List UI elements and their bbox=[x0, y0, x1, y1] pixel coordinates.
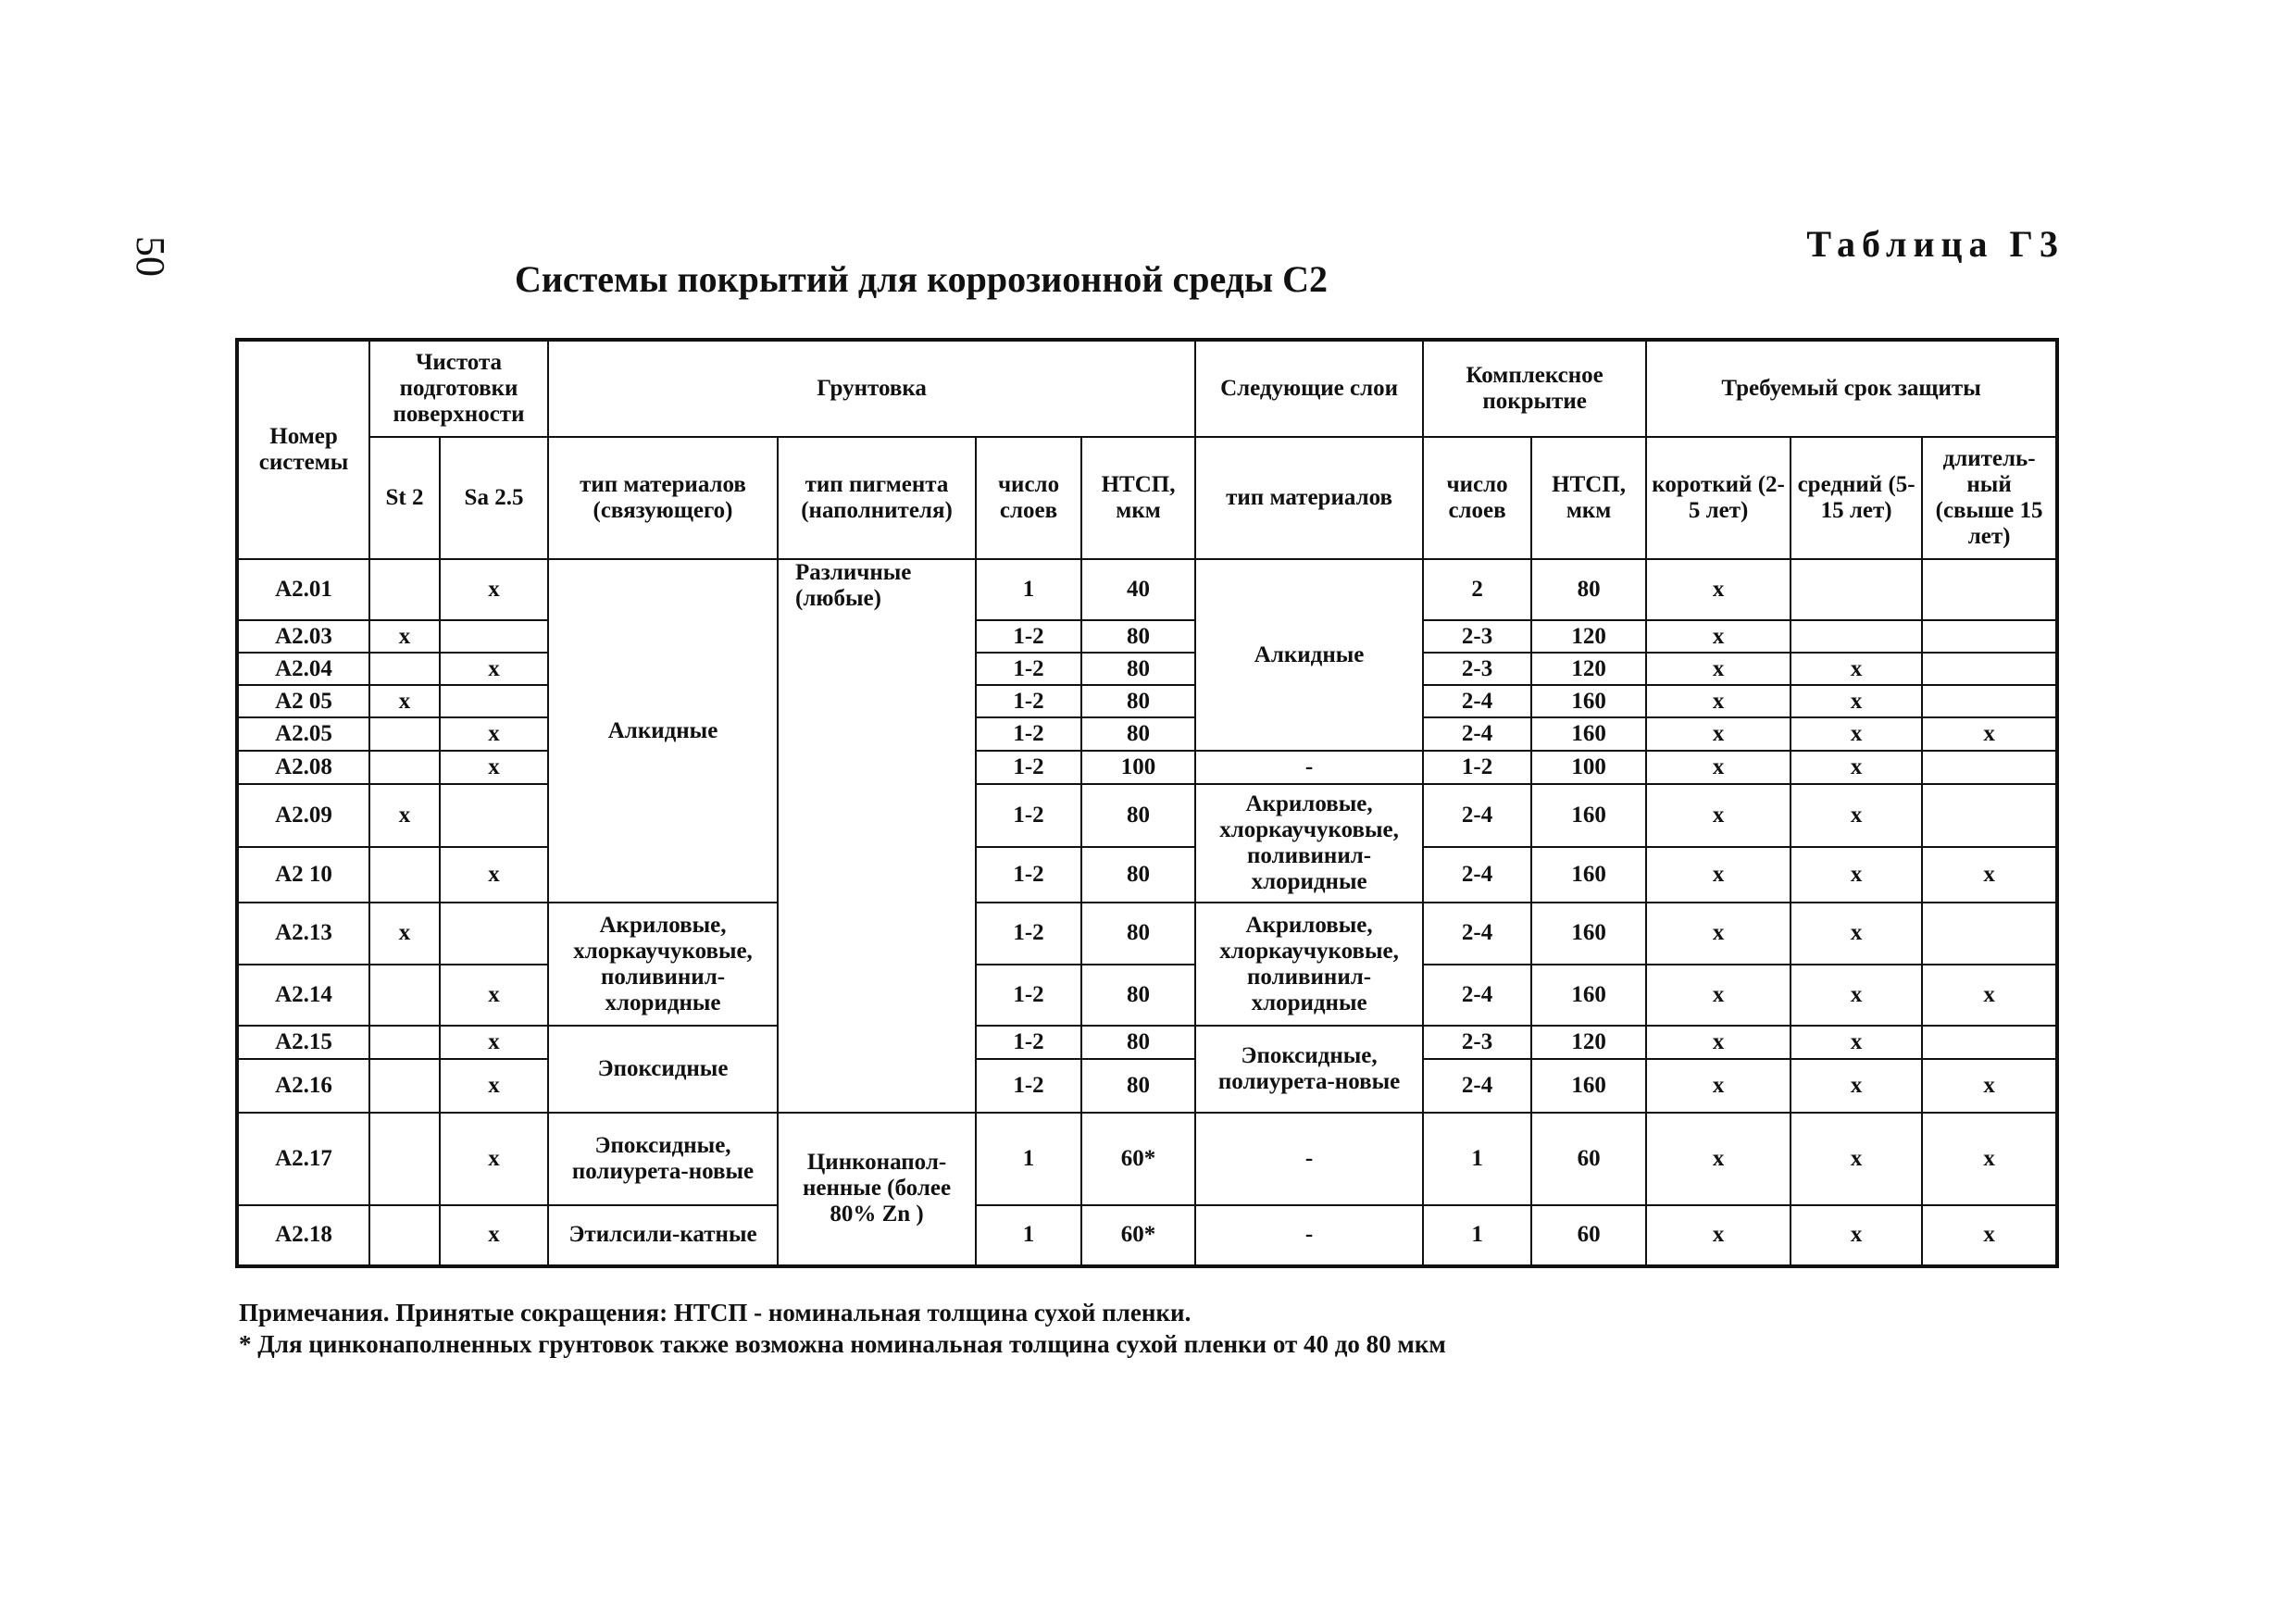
table-row bbox=[237, 784, 2057, 847]
header-protection-term: Требуемый срок защиты bbox=[1646, 340, 2057, 437]
cell-system-id: A2.08 bbox=[237, 751, 369, 784]
cell-ntsp: 60* bbox=[1081, 1113, 1195, 1205]
table-row bbox=[237, 620, 2057, 653]
cell-medium: x bbox=[1791, 784, 1922, 847]
cell-ntsp: 40 bbox=[1081, 559, 1195, 620]
cell-complex-ntsp: 120 bbox=[1531, 1026, 1646, 1059]
cell-next-material: - bbox=[1195, 1205, 1423, 1266]
cell-system-id: A2.04 bbox=[237, 653, 369, 685]
cell-layers: 1 bbox=[976, 559, 1081, 620]
cell-complex-ntsp: 160 bbox=[1531, 717, 1646, 751]
header-surface-prep: Чистота подготовки поверхности bbox=[369, 340, 548, 437]
cell-complex-ntsp: 160 bbox=[1531, 685, 1646, 717]
cell-short: x bbox=[1646, 751, 1791, 784]
cell-medium: x bbox=[1791, 685, 1922, 717]
table-row bbox=[237, 653, 2057, 685]
cell-layers: 1-2 bbox=[976, 903, 1081, 964]
cell-next-material: Алкидные bbox=[1195, 559, 1423, 751]
cell-long: x bbox=[1922, 847, 2057, 903]
cell-complex-layers: 2-4 bbox=[1423, 685, 1531, 717]
cell-layers: 1-2 bbox=[976, 653, 1081, 685]
header-complex-coating: Комплексное покрытие bbox=[1423, 340, 1646, 437]
cell-ntsp: 80 bbox=[1081, 685, 1195, 717]
cell-st2: x bbox=[369, 685, 440, 717]
cell-sa25: x bbox=[440, 847, 548, 903]
cell-medium: x bbox=[1791, 751, 1922, 784]
cell-complex-layers: 2-4 bbox=[1423, 965, 1531, 1026]
cell-complex-layers: 2-3 bbox=[1423, 620, 1531, 653]
cell-long bbox=[1922, 1026, 2057, 1059]
table-row bbox=[237, 1205, 2057, 1266]
cell-next-material: - bbox=[1195, 1113, 1423, 1205]
header-pigment-type: тип пигмента (наполнителя) bbox=[778, 437, 976, 559]
cell-layers: 1 bbox=[976, 1113, 1081, 1205]
cell-st2 bbox=[369, 717, 440, 751]
cell-primer-material: Алкидные bbox=[548, 559, 778, 903]
cell-short: x bbox=[1646, 1059, 1791, 1113]
cell-st2 bbox=[369, 751, 440, 784]
header-material-type: тип материалов (связующего) bbox=[548, 437, 778, 559]
cell-sa25: x bbox=[440, 1205, 548, 1266]
cell-medium: x bbox=[1791, 903, 1922, 964]
cell-next-material: Эпоксидные, полиурета-новые bbox=[1195, 1026, 1423, 1113]
note-zinc-primers: * Для цинконаполненных грунтовок также возможна номинальная толщина сухой пленки от 40 до 80 мкм bbox=[239, 1329, 1446, 1358]
cell-complex-layers: 1 bbox=[1423, 1205, 1531, 1266]
cell-complex-ntsp: 100 bbox=[1531, 751, 1646, 784]
notes bbox=[239, 1298, 1446, 1361]
cell-medium bbox=[1791, 620, 1922, 653]
table-row bbox=[237, 847, 2057, 903]
cell-sa25: x bbox=[440, 965, 548, 1026]
cell-short: x bbox=[1646, 1205, 1791, 1266]
table-row bbox=[237, 717, 2057, 751]
table-row bbox=[237, 965, 2057, 1026]
cell-complex-layers: 2-4 bbox=[1423, 1059, 1531, 1113]
cell-st2 bbox=[369, 1113, 440, 1205]
cell-sa25 bbox=[440, 784, 548, 847]
cell-long: x bbox=[1922, 1059, 2057, 1113]
header-sa25: Sa 2.5 bbox=[440, 437, 548, 559]
cell-st2: x bbox=[369, 620, 440, 653]
cell-complex-layers: 2-4 bbox=[1423, 717, 1531, 751]
cell-complex-layers: 2-4 bbox=[1423, 847, 1531, 903]
cell-layers: 1-2 bbox=[976, 847, 1081, 903]
cell-short: x bbox=[1646, 559, 1791, 620]
cell-complex-layers: 2-4 bbox=[1423, 784, 1531, 847]
cell-short: x bbox=[1646, 965, 1791, 1026]
cell-primer-material: Эпоксидные bbox=[548, 1026, 778, 1113]
cell-sa25: x bbox=[440, 1113, 548, 1205]
cell-pigment-type: Различные (любые) bbox=[778, 559, 976, 1113]
cell-complex-layers: 1-2 bbox=[1423, 751, 1531, 784]
cell-system-id: A2.09 bbox=[237, 784, 369, 847]
cell-system-id: A2.16 bbox=[237, 1059, 369, 1113]
cell-system-id: A2.03 bbox=[237, 620, 369, 653]
header-layers: число слоев bbox=[976, 437, 1081, 559]
cell-ntsp: 80 bbox=[1081, 903, 1195, 964]
cell-sa25: x bbox=[440, 1026, 548, 1059]
cell-sa25: x bbox=[440, 751, 548, 784]
cell-medium: x bbox=[1791, 1059, 1922, 1113]
header-system-number: Номер системы bbox=[237, 340, 369, 559]
cell-layers: 1-2 bbox=[976, 1059, 1081, 1113]
cell-system-id: A2.13 bbox=[237, 903, 369, 964]
cell-complex-ntsp: 160 bbox=[1531, 784, 1646, 847]
cell-sa25 bbox=[440, 620, 548, 653]
cell-short: x bbox=[1646, 1113, 1791, 1205]
cell-complex-ntsp: 60 bbox=[1531, 1113, 1646, 1205]
cell-short: x bbox=[1646, 847, 1791, 903]
cell-long bbox=[1922, 784, 2057, 847]
header-next-material: тип материалов bbox=[1195, 437, 1423, 559]
cell-layers: 1-2 bbox=[976, 1026, 1081, 1059]
table-row bbox=[237, 559, 2057, 620]
cell-ntsp: 80 bbox=[1081, 653, 1195, 685]
cell-complex-ntsp: 60 bbox=[1531, 1205, 1646, 1266]
cell-short: x bbox=[1646, 653, 1791, 685]
cell-ntsp: 80 bbox=[1081, 784, 1195, 847]
header-primer: Грунтовка bbox=[548, 340, 1195, 437]
cell-long: x bbox=[1922, 1113, 2057, 1205]
cell-layers: 1-2 bbox=[976, 685, 1081, 717]
table-row bbox=[237, 1026, 2057, 1059]
cell-st2 bbox=[369, 965, 440, 1026]
cell-layers: 1-2 bbox=[976, 965, 1081, 1026]
cell-system-id: A2.01 bbox=[237, 559, 369, 620]
cell-medium: x bbox=[1791, 1205, 1922, 1266]
cell-pigment-type: Цинконапол-ненные (более 80% Zn ) bbox=[778, 1113, 976, 1266]
cell-long bbox=[1922, 903, 2057, 964]
cell-st2: x bbox=[369, 784, 440, 847]
cell-short: x bbox=[1646, 717, 1791, 751]
cell-medium: x bbox=[1791, 847, 1922, 903]
cell-long bbox=[1922, 653, 2057, 685]
cell-ntsp: 100 bbox=[1081, 751, 1195, 784]
cell-ntsp: 80 bbox=[1081, 717, 1195, 751]
cell-st2: x bbox=[369, 903, 440, 964]
header-ntsp: НТСП, мкм bbox=[1081, 437, 1195, 559]
cell-medium: x bbox=[1791, 1026, 1922, 1059]
cell-st2 bbox=[369, 653, 440, 685]
table-row bbox=[237, 751, 2057, 784]
cell-system-id: A2 10 bbox=[237, 847, 369, 903]
cell-short: x bbox=[1646, 685, 1791, 717]
header-long: длитель-ный (свыше 15 лет) bbox=[1922, 437, 2057, 559]
cell-st2 bbox=[369, 1205, 440, 1266]
cell-complex-ntsp: 120 bbox=[1531, 620, 1646, 653]
cell-ntsp: 80 bbox=[1081, 620, 1195, 653]
note-abbreviations: Примечания. Принятые сокращения: НТСП - номинальная толщина сухой пленки. bbox=[239, 1299, 1192, 1326]
cell-complex-ntsp: 160 bbox=[1531, 903, 1646, 964]
cell-sa25 bbox=[440, 685, 548, 717]
table-label: Таблица Г3 bbox=[1806, 223, 2065, 265]
header-short: короткий (2-5 лет) bbox=[1646, 437, 1791, 559]
cell-st2 bbox=[369, 559, 440, 620]
cell-long: x bbox=[1922, 1205, 2057, 1266]
cell-complex-ntsp: 160 bbox=[1531, 965, 1646, 1026]
cell-medium: x bbox=[1791, 717, 1922, 751]
header-complex-layers: число слоев bbox=[1423, 437, 1531, 559]
table-row bbox=[237, 903, 2057, 964]
cell-system-id: A2.05 bbox=[237, 717, 369, 751]
cell-long bbox=[1922, 685, 2057, 717]
cell-complex-layers: 2-3 bbox=[1423, 1026, 1531, 1059]
cell-sa25: x bbox=[440, 717, 548, 751]
cell-layers: 1-2 bbox=[976, 751, 1081, 784]
cell-layers: 1-2 bbox=[976, 717, 1081, 751]
cell-ntsp: 80 bbox=[1081, 965, 1195, 1026]
cell-next-material: - bbox=[1195, 751, 1423, 784]
cell-long: x bbox=[1922, 717, 2057, 751]
cell-sa25 bbox=[440, 903, 548, 964]
cell-complex-ntsp: 160 bbox=[1531, 847, 1646, 903]
cell-complex-layers: 2-3 bbox=[1423, 653, 1531, 685]
cell-layers: 1-2 bbox=[976, 784, 1081, 847]
cell-short: x bbox=[1646, 620, 1791, 653]
cell-ntsp: 60* bbox=[1081, 1205, 1195, 1266]
cell-sa25: x bbox=[440, 559, 548, 620]
table-row bbox=[237, 1113, 2057, 1205]
cell-long bbox=[1922, 751, 2057, 784]
cell-medium bbox=[1791, 559, 1922, 620]
header-medium: средний (5-15 лет) bbox=[1791, 437, 1922, 559]
cell-primer-material: Этилсили-катные bbox=[548, 1205, 778, 1266]
cell-medium: x bbox=[1791, 1113, 1922, 1205]
cell-ntsp: 80 bbox=[1081, 847, 1195, 903]
cell-primer-material: Эпоксидные, полиурета-новые bbox=[548, 1113, 778, 1205]
page-number: 50 bbox=[128, 236, 173, 277]
cell-complex-ntsp: 80 bbox=[1531, 559, 1646, 620]
cell-complex-layers: 2 bbox=[1423, 559, 1531, 620]
cell-sa25: x bbox=[440, 1059, 548, 1113]
table-row bbox=[237, 685, 2057, 717]
cell-ntsp: 80 bbox=[1081, 1026, 1195, 1059]
cell-long bbox=[1922, 559, 2057, 620]
cell-system-id: A2.18 bbox=[237, 1205, 369, 1266]
cell-medium: x bbox=[1791, 965, 1922, 1026]
cell-long bbox=[1922, 620, 2057, 653]
cell-long: x bbox=[1922, 965, 2057, 1026]
coating-systems-table bbox=[235, 338, 2059, 1268]
cell-system-id: A2.15 bbox=[237, 1026, 369, 1059]
cell-next-material: Акриловые, хлоркаучуковые, поливинил-хлоридные bbox=[1195, 784, 1423, 903]
cell-short: x bbox=[1646, 1026, 1791, 1059]
header-st2: St 2 bbox=[369, 437, 440, 559]
cell-system-id: A2 05 bbox=[237, 685, 369, 717]
header-complex-ntsp: НТСП, мкм bbox=[1531, 437, 1646, 559]
cell-st2 bbox=[369, 847, 440, 903]
cell-sa25: x bbox=[440, 653, 548, 685]
table-title: Системы покрытий для коррозионной среды С2 bbox=[514, 258, 1329, 300]
cell-primer-material: Акриловые, хлоркаучуковые, поливинил-хлоридные bbox=[548, 903, 778, 1025]
table-row bbox=[237, 1059, 2057, 1113]
cell-complex-ntsp: 120 bbox=[1531, 653, 1646, 685]
cell-next-material: Акриловые, хлоркаучуковые, поливинил-хлоридные bbox=[1195, 903, 1423, 1025]
cell-system-id: A2.14 bbox=[237, 965, 369, 1026]
cell-short: x bbox=[1646, 784, 1791, 847]
cell-layers: 1 bbox=[976, 1205, 1081, 1266]
cell-st2 bbox=[369, 1026, 440, 1059]
cell-complex-ntsp: 160 bbox=[1531, 1059, 1646, 1113]
cell-ntsp: 80 bbox=[1081, 1059, 1195, 1113]
cell-medium: x bbox=[1791, 653, 1922, 685]
cell-complex-layers: 1 bbox=[1423, 1113, 1531, 1205]
header-next-layers: Следующие слои bbox=[1195, 340, 1423, 437]
cell-complex-layers: 2-4 bbox=[1423, 903, 1531, 964]
cell-st2 bbox=[369, 1059, 440, 1113]
cell-system-id: A2.17 bbox=[237, 1113, 369, 1205]
cell-short: x bbox=[1646, 903, 1791, 964]
cell-layers: 1-2 bbox=[976, 620, 1081, 653]
